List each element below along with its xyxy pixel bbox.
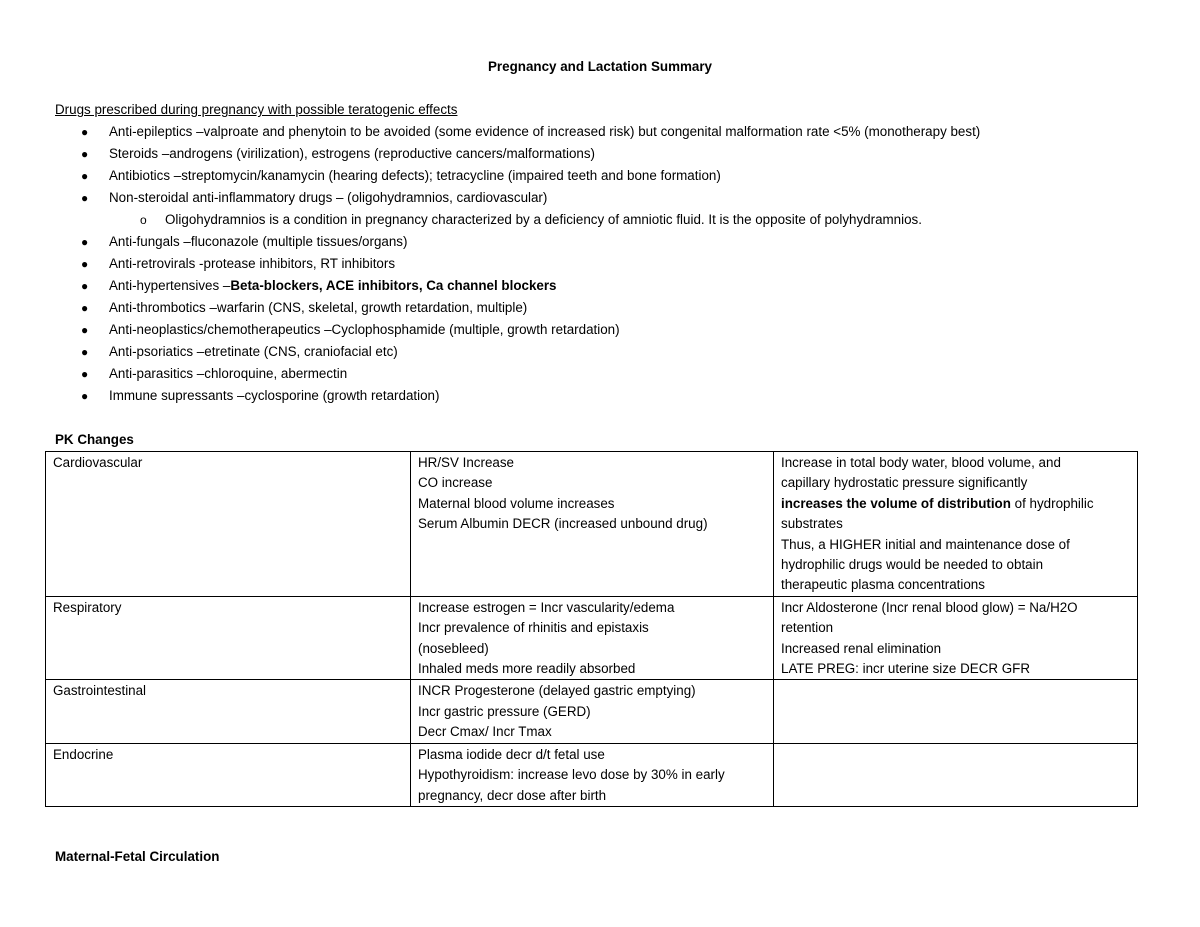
table-row	[46, 452, 1138, 597]
table-row	[46, 596, 1138, 680]
list-item: ● Anti-psoriatics –etretinate (CNS, craniofacial etc)	[55, 341, 1155, 363]
sub-bullet-icon: o	[140, 213, 147, 227]
pk-changes-heading: PK Changes	[55, 432, 134, 447]
maternal-fetal-circulation-heading: Maternal-Fetal Circulation	[55, 849, 220, 864]
bullet-icon: ●	[81, 257, 89, 271]
table-row	[46, 743, 1138, 806]
notes-cell	[774, 743, 1138, 806]
table-row	[46, 680, 1138, 743]
system-cell: Gastrointestinal	[46, 680, 411, 743]
list-item: ● Anti-hypertensives –Beta-blockers, ACE inhibitors, Ca channel blockers	[55, 275, 1155, 297]
pk-changes-table	[45, 451, 1138, 807]
changes-cell: Increase estrogen = Incr vascularity/edema Incr prevalence of rhinitis and epistaxis (nosebleed) Inhaled meds more readily absorbed	[411, 596, 774, 680]
bullet-icon: ●	[81, 235, 89, 249]
bullet-icon: ●	[81, 279, 89, 293]
bullet-icon: ●	[81, 367, 89, 381]
changes-cell: HR/SV Increase CO increase Maternal blood volume increases Serum Albumin DECR (increased unbound drug)	[411, 452, 774, 597]
bullet-icon: ●	[81, 169, 89, 183]
bullet-icon: ●	[81, 323, 89, 337]
notes-cell: Incr Aldosterone (Incr renal blood glow) = Na/H2O retention Increased renal elimination LATE PREG: incr uterine size DECR GFR	[774, 596, 1138, 680]
list-item: ● Antibiotics –streptomycin/kanamycin (hearing defects); tetracycline (impaired teeth and bone formation)	[55, 165, 1155, 187]
teratogenic-heading: Drugs prescribed during pregnancy with possible teratogenic effects	[55, 102, 458, 117]
list-item: ● Anti-thrombotics –warfarin (CNS, skeletal, growth retardation, multiple)	[55, 297, 1155, 319]
list-item: ● Anti-retrovirals -protease inhibitors, RT inhibitors	[55, 253, 1155, 275]
list-item: ● Anti-epileptics –valproate and phenytoin to be avoided (some evidence of increased risk) but congenital malformation rate <5% (monotherapy best)	[55, 121, 1155, 143]
system-cell: Cardiovascular	[46, 452, 411, 597]
changes-cell: INCR Progesterone (delayed gastric emptying) Incr gastric pressure (GERD) Decr Cmax/ Incr Tmax	[411, 680, 774, 743]
list-item: ● Anti-parasitics –chloroquine, abermectin	[55, 363, 1155, 385]
changes-cell: Plasma iodide decr d/t fetal use Hypothyroidism: increase levo dose by 30% in early pregnancy, decr dose after birth	[411, 743, 774, 806]
bullet-icon: ●	[81, 125, 89, 139]
bullet-icon: ●	[81, 147, 89, 161]
list-item: ● Immune supressants –cyclosporine (growth retardation)	[55, 385, 1155, 407]
list-item: ● Anti-fungals –fluconazole (multiple tissues/organs)	[55, 231, 1155, 253]
bullet-icon: ●	[81, 345, 89, 359]
bullet-icon: ●	[81, 301, 89, 315]
sub-list-item: o Oligohydramnios is a condition in pregnancy characterized by a deficiency of amniotic fluid. It is the opposite of polyhydramnios.	[55, 209, 1155, 231]
list-item: ● Anti-neoplastics/chemotherapeutics –Cyclophosphamide (multiple, growth retardation)	[55, 319, 1155, 341]
bullet-icon: ●	[81, 389, 89, 403]
bullet-icon: ●	[81, 191, 89, 205]
notes-cell	[774, 680, 1138, 743]
page-title: Pregnancy and Lactation Summary	[488, 59, 712, 74]
system-cell: Endocrine	[46, 743, 411, 806]
teratogenic-drug-list	[55, 121, 1155, 407]
system-cell: Respiratory	[46, 596, 411, 680]
list-item: ● Steroids –androgens (virilization), estrogens (reproductive cancers/malformations)	[55, 143, 1155, 165]
notes-cell: Increase in total body water, blood volume, and capillary hydrostatic pressure significantly increases the volume of distribution of hydrophilic substrates Thus, a HIGHER initial and maintenance dose of hydrophilic drugs would be needed to obtain therapeutic plasma concentrations	[774, 452, 1138, 597]
list-item: ● Non-steroidal anti-inflammatory drugs – (oligohydramnios, cardiovascular)	[55, 187, 1155, 209]
